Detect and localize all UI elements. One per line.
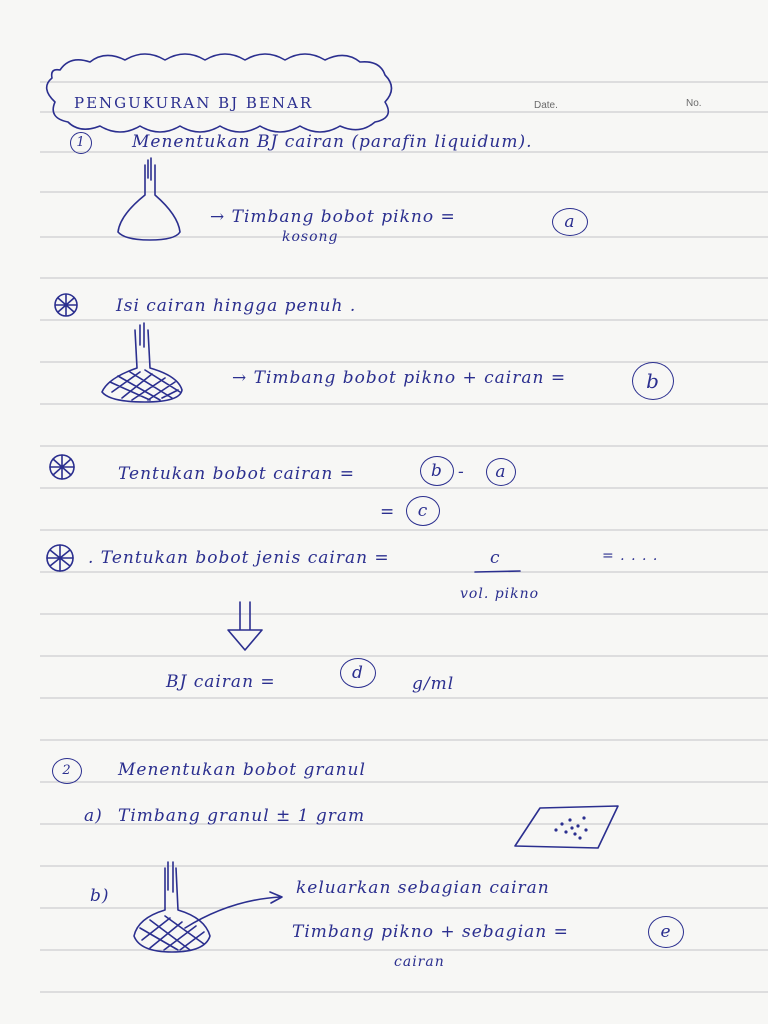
symbol-a-badge: a: [486, 458, 516, 486]
step-number-badge: 2: [52, 758, 82, 784]
density-result-dots: = . . . .: [602, 548, 659, 564]
weigh-partial-text: Timbang pikno + sebagian =: [292, 922, 569, 942]
symbol-a-badge: a: [552, 208, 588, 236]
down-arrow-icon: [228, 602, 262, 650]
page-title: PENGUKURAN BJ BENAR: [74, 94, 314, 112]
symbol-c-badge: c: [406, 496, 440, 526]
symbol-b-badge: b: [420, 456, 454, 486]
page-number-label: No.: [686, 98, 702, 109]
fraction-denominator: vol. pikno: [460, 586, 540, 602]
item-label: a): [84, 806, 103, 826]
crossed-bullet-icon: [47, 545, 73, 571]
minus-sign: -: [458, 462, 465, 482]
pycnometer-partial-drawing: [134, 862, 282, 952]
crossed-bullet-icon: [55, 294, 77, 316]
fill-instruction: Isi cairan hingga penuh .: [116, 296, 357, 316]
weigh-full-text: → Timbang bobot pikno + cairan =: [232, 368, 567, 388]
density-result-text: BJ cairan =: [166, 672, 276, 692]
symbol-e-badge: e: [648, 916, 684, 948]
fraction-numerator: c: [490, 548, 501, 568]
item-label: b): [90, 886, 110, 906]
symbol-d-badge: d: [340, 658, 376, 688]
tare-weigh-text-cont: kosong: [282, 229, 339, 245]
step-number-badge: 1: [70, 132, 92, 154]
fraction-bar: [475, 571, 520, 572]
density-text: . Tentukan bobot jenis cairan =: [88, 548, 390, 568]
weigh-partial-text-cont: cairan: [394, 954, 445, 970]
tare-weigh-text: → Timbang bobot pikno =: [210, 207, 456, 227]
step-heading: Menentukan bobot granul: [118, 760, 366, 780]
density-unit: g/ml: [412, 674, 455, 694]
mass-liquid-text: Tentukan bobot cairan =: [118, 464, 356, 484]
granule-paper-drawing: [515, 806, 618, 848]
symbol-b-badge: b: [632, 362, 674, 400]
date-label: Date.: [534, 100, 558, 111]
step-heading: Menentukan BJ cairan (parafin liquidum).: [132, 132, 533, 152]
weigh-granule-text: Timbang granul ± 1 gram: [118, 806, 366, 826]
remove-liquid-text: keluarkan sebagian cairan: [296, 878, 550, 898]
equals-sign: =: [380, 502, 396, 522]
title-cloud-outline: [47, 54, 392, 132]
pycnometer-empty-drawing: [118, 158, 180, 240]
crossed-bullet-icon: [50, 455, 74, 479]
